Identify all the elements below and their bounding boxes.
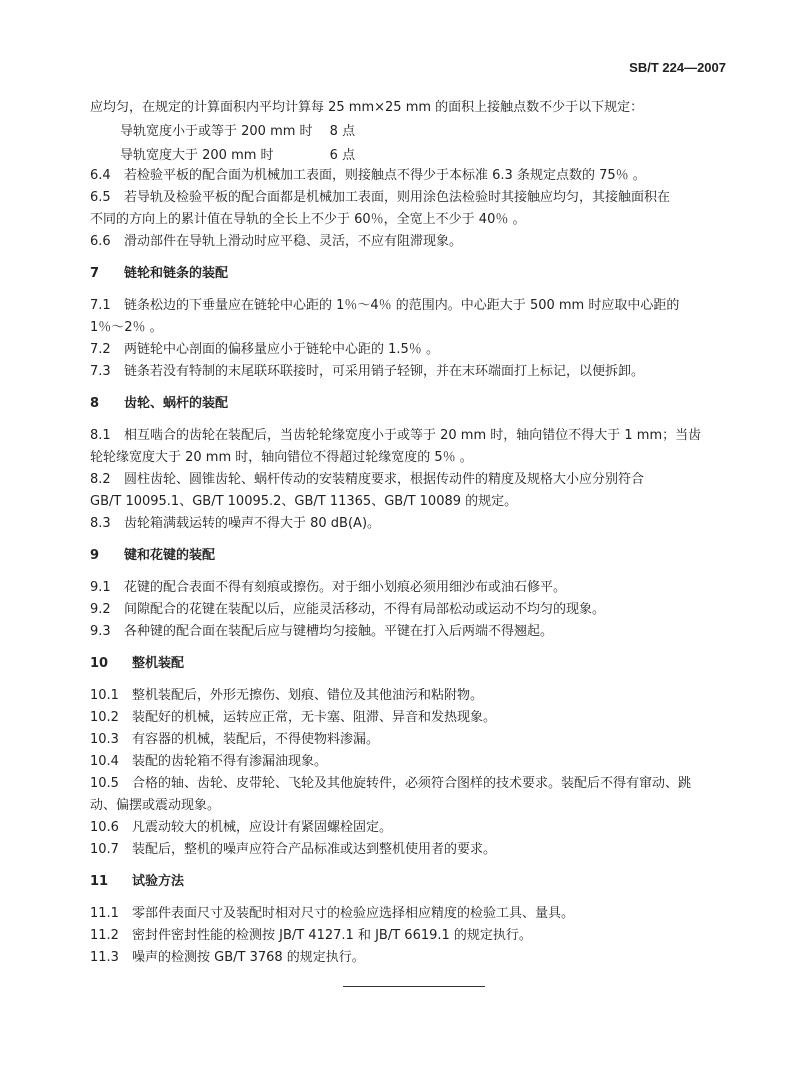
section-title: 键和花键的装配 bbox=[124, 548, 216, 563]
clause-10-3 bbox=[90, 728, 379, 747]
clause-text: 相互啮合的齿轮在装配后，当齿轮轮缘宽度小于或等于 20 mm 时，轴向错位不得大于 1 mm；当齿 bbox=[124, 428, 702, 443]
paragraph-line: 导轨宽度小于或等于 200 mm 时 8 点 bbox=[120, 124, 356, 139]
clause-8-2 bbox=[90, 468, 644, 487]
clause-number: 10.1 bbox=[90, 688, 119, 703]
clause-10-4 bbox=[90, 750, 327, 769]
clause-8-1 bbox=[90, 424, 701, 443]
clause-number: 8.2 bbox=[90, 472, 111, 487]
clause-text: 整机装配后，外形无擦伤、划痕、错位及其他油污和粘附物。 bbox=[132, 688, 484, 703]
end-rule bbox=[343, 986, 485, 987]
clause-text: 若检验平板的配合面为机械加工表面，则接触点不得少于本标准 6.3 条规定点数的 75％ 。 bbox=[124, 168, 646, 183]
clause-text: 圆柱齿轮、圆锥齿轮、蜗杆传动的安装精度要求，根据传动件的精度及规格大小应分别符合 bbox=[124, 472, 645, 487]
clause-text: 合格的轴、齿轮、皮带轮、飞轮及其他旋转件，必须符合图样的技术要求。装配后不得有窜动、跳 bbox=[132, 776, 692, 791]
clause-text: 装配后，整机的噪声应符合产品标准或达到整机使用者的要求。 bbox=[132, 842, 497, 857]
clause-text: 齿轮箱满载运转的噪声不得大于 80 dB(A)。 bbox=[124, 516, 381, 531]
standard-code: SB/T 224—2007 bbox=[629, 60, 726, 75]
clause-10-2 bbox=[90, 706, 496, 725]
clause-10-5 bbox=[90, 772, 691, 791]
clause-11-3 bbox=[90, 946, 365, 965]
section-number: 10 bbox=[90, 656, 109, 671]
clause-text: 各种键的配合面在装配后应与键槽均匀接触。平键在打入后两端不得翘起。 bbox=[124, 624, 554, 639]
clause-7-3 bbox=[90, 360, 644, 379]
clause-number: 11.2 bbox=[90, 928, 119, 943]
clause-number: 7.3 bbox=[90, 364, 111, 379]
paragraph-line: 导轨宽度大于 200 mm 时 6 点 bbox=[120, 148, 356, 163]
clause-9-3 bbox=[90, 620, 553, 639]
section-heading-7 bbox=[90, 262, 228, 281]
clause-text: 零部件表面尺寸及装配时相对尺寸的检验应选择相应精度的检验工具、量具。 bbox=[132, 906, 575, 921]
clause-10-1 bbox=[90, 684, 483, 703]
clause-number: 11.3 bbox=[90, 950, 119, 965]
clause-7-1 bbox=[90, 294, 679, 313]
clause-text: 两链轮中心剖面的偏移量应小于链轮中心距的 1.5％ 。 bbox=[124, 342, 439, 357]
clause-text: 滑动部件在导轨上滑动时应平稳、灵活，不应有阻滞现象。 bbox=[124, 234, 463, 249]
clause-7-2 bbox=[90, 338, 439, 357]
clause-9-1 bbox=[90, 576, 566, 595]
section-heading-8 bbox=[90, 392, 228, 411]
clause-number: 10.7 bbox=[90, 842, 119, 857]
clause-6-4 bbox=[90, 164, 646, 183]
section-title: 齿轮、蜗杆的装配 bbox=[124, 396, 229, 411]
clause-text: 若导轨及检验平板的配合面都是机械加工表面，则用涂色法检验时其接触应均匀，其接触面积在 bbox=[124, 190, 671, 205]
clause-text: 凡震动较大的机械，应设计有紧固螺栓固定。 bbox=[132, 820, 393, 835]
clause-number: 7.2 bbox=[90, 342, 111, 357]
clause-11-1 bbox=[90, 902, 574, 921]
clause-11-2 bbox=[90, 924, 532, 943]
clause-number: 10.4 bbox=[90, 754, 119, 769]
clause-number: 11.1 bbox=[90, 906, 119, 921]
section-title: 链轮和链条的装配 bbox=[124, 266, 229, 281]
section-title: 整机装配 bbox=[132, 656, 185, 671]
section-title: 试验方法 bbox=[132, 874, 185, 889]
clause-number: 10.2 bbox=[90, 710, 119, 725]
clause-10-7 bbox=[90, 838, 496, 857]
section-number: 9 bbox=[90, 548, 100, 563]
section-number: 7 bbox=[90, 266, 100, 281]
clause-8-3 bbox=[90, 512, 380, 531]
section-heading-11 bbox=[90, 870, 184, 889]
clause-number: 9.1 bbox=[90, 580, 111, 595]
clause-text: 链条松边的下垂量应在链轮中心距的 1％～4％ 的范围内。中心距大于 500 mm 时应取中心距的 bbox=[124, 298, 680, 313]
paragraph-line: 不同的方向上的累计值在导轨的全长上不少于 60％，全宽上不少于 40％ 。 bbox=[90, 212, 526, 227]
clause-text: 有容器的机械，装配后，不得使物料渗漏。 bbox=[132, 732, 380, 747]
clause-number: 6.5 bbox=[90, 190, 111, 205]
section-heading-10 bbox=[90, 652, 184, 671]
clause-text: 装配的齿轮箱不得有渗漏油现象。 bbox=[132, 754, 328, 769]
clause-number: 7.1 bbox=[90, 298, 111, 313]
clause-text: 装配好的机械，运转应正常，无卡塞、阻滞、异音和发热现象。 bbox=[132, 710, 497, 725]
clause-text: 密封件密封性能的检测按 JB/T 4127.1 和 JB/T 6619.1 的规定执行。 bbox=[132, 928, 532, 943]
section-number: 11 bbox=[90, 874, 109, 889]
clause-number: 9.3 bbox=[90, 624, 111, 639]
clause-6-5 bbox=[90, 186, 670, 205]
clause-number: 10.6 bbox=[90, 820, 119, 835]
paragraph-line: 动、偏摆或震动现象。 bbox=[90, 798, 221, 813]
clause-number: 6.4 bbox=[90, 168, 111, 183]
clause-number: 9.2 bbox=[90, 602, 111, 617]
paragraph-line: GB/T 10095.1、GB/T 10095.2、GB/T 11365、GB/T 10089 的规定。 bbox=[90, 494, 518, 509]
clause-6-6 bbox=[90, 230, 462, 249]
clause-number: 10.5 bbox=[90, 776, 119, 791]
paragraph-line: 1％～2％ 。 bbox=[90, 320, 163, 335]
clause-number: 8.3 bbox=[90, 516, 111, 531]
clause-9-2 bbox=[90, 598, 605, 617]
clause-text: 间隙配合的花键在装配以后，应能灵活移动，不得有局部松动或运动不均匀的现象。 bbox=[124, 602, 606, 617]
clause-number: 6.6 bbox=[90, 234, 111, 249]
paragraph-line: 应均匀，在规定的计算面积内平均计算每 25 mm×25 mm 的面积上接触点数不少于以下规定： bbox=[90, 100, 644, 115]
clause-text: 噪声的检测按 GB/T 3768 的规定执行。 bbox=[132, 950, 365, 965]
paragraph-line: 轮轮缘宽度大于 20 mm 时，轴向错位不得超过轮缘宽度的 5％ 。 bbox=[90, 450, 473, 465]
clause-number: 8.1 bbox=[90, 428, 111, 443]
clause-text: 花键的配合表面不得有刻痕或擦伤。对于细小划痕必须用细沙布或油石修平。 bbox=[124, 580, 567, 595]
clause-text: 链条若没有特制的末尾联环联接时，可采用销子轻铆，并在末环端面打上标记，以便拆卸。 bbox=[124, 364, 645, 379]
section-number: 8 bbox=[90, 396, 100, 411]
clause-number: 10.3 bbox=[90, 732, 119, 747]
section-heading-9 bbox=[90, 544, 215, 563]
clause-10-6 bbox=[90, 816, 392, 835]
